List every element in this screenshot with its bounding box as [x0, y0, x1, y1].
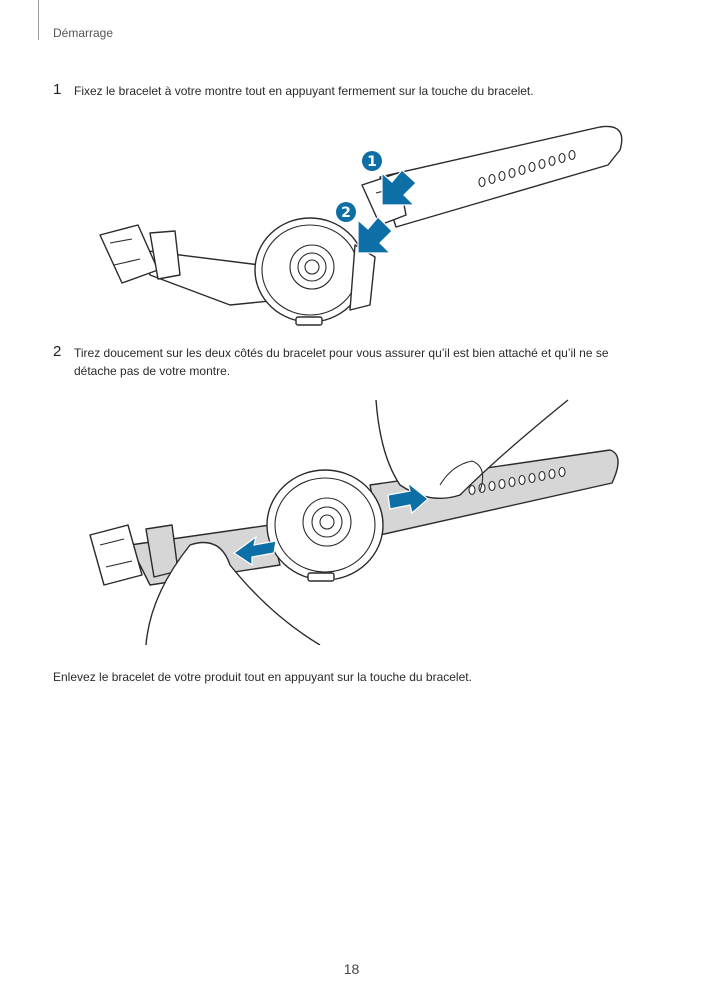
badge-1	[362, 151, 382, 171]
pull-strap-illustration	[80, 395, 640, 645]
section-header: Démarrage	[53, 26, 114, 40]
badge-2-label: 2	[341, 205, 351, 221]
page-number: 18	[343, 961, 360, 977]
step-1	[53, 82, 653, 100]
step-text: Tirez doucement sur les deux côtés du bracelet pour vous assurer qu’il est bien attaché et qu’il ne se détache pas de votre montre.	[74, 346, 609, 378]
step-2	[53, 344, 653, 380]
removal-note: Enlevez le bracelet de votre produit tout en appuyant sur la touche du bracelet.	[53, 670, 472, 684]
badge-2	[336, 202, 356, 222]
badge-1-label: 1	[367, 154, 377, 170]
step-number: 2	[53, 343, 62, 360]
step-text: Fixez le bracelet à votre montre tout en appuyant fermement sur la touche du bracelet.	[74, 84, 534, 98]
attach-strap-illustration	[80, 115, 640, 330]
header-rule	[38, 0, 39, 40]
step-number: 1	[53, 81, 62, 98]
